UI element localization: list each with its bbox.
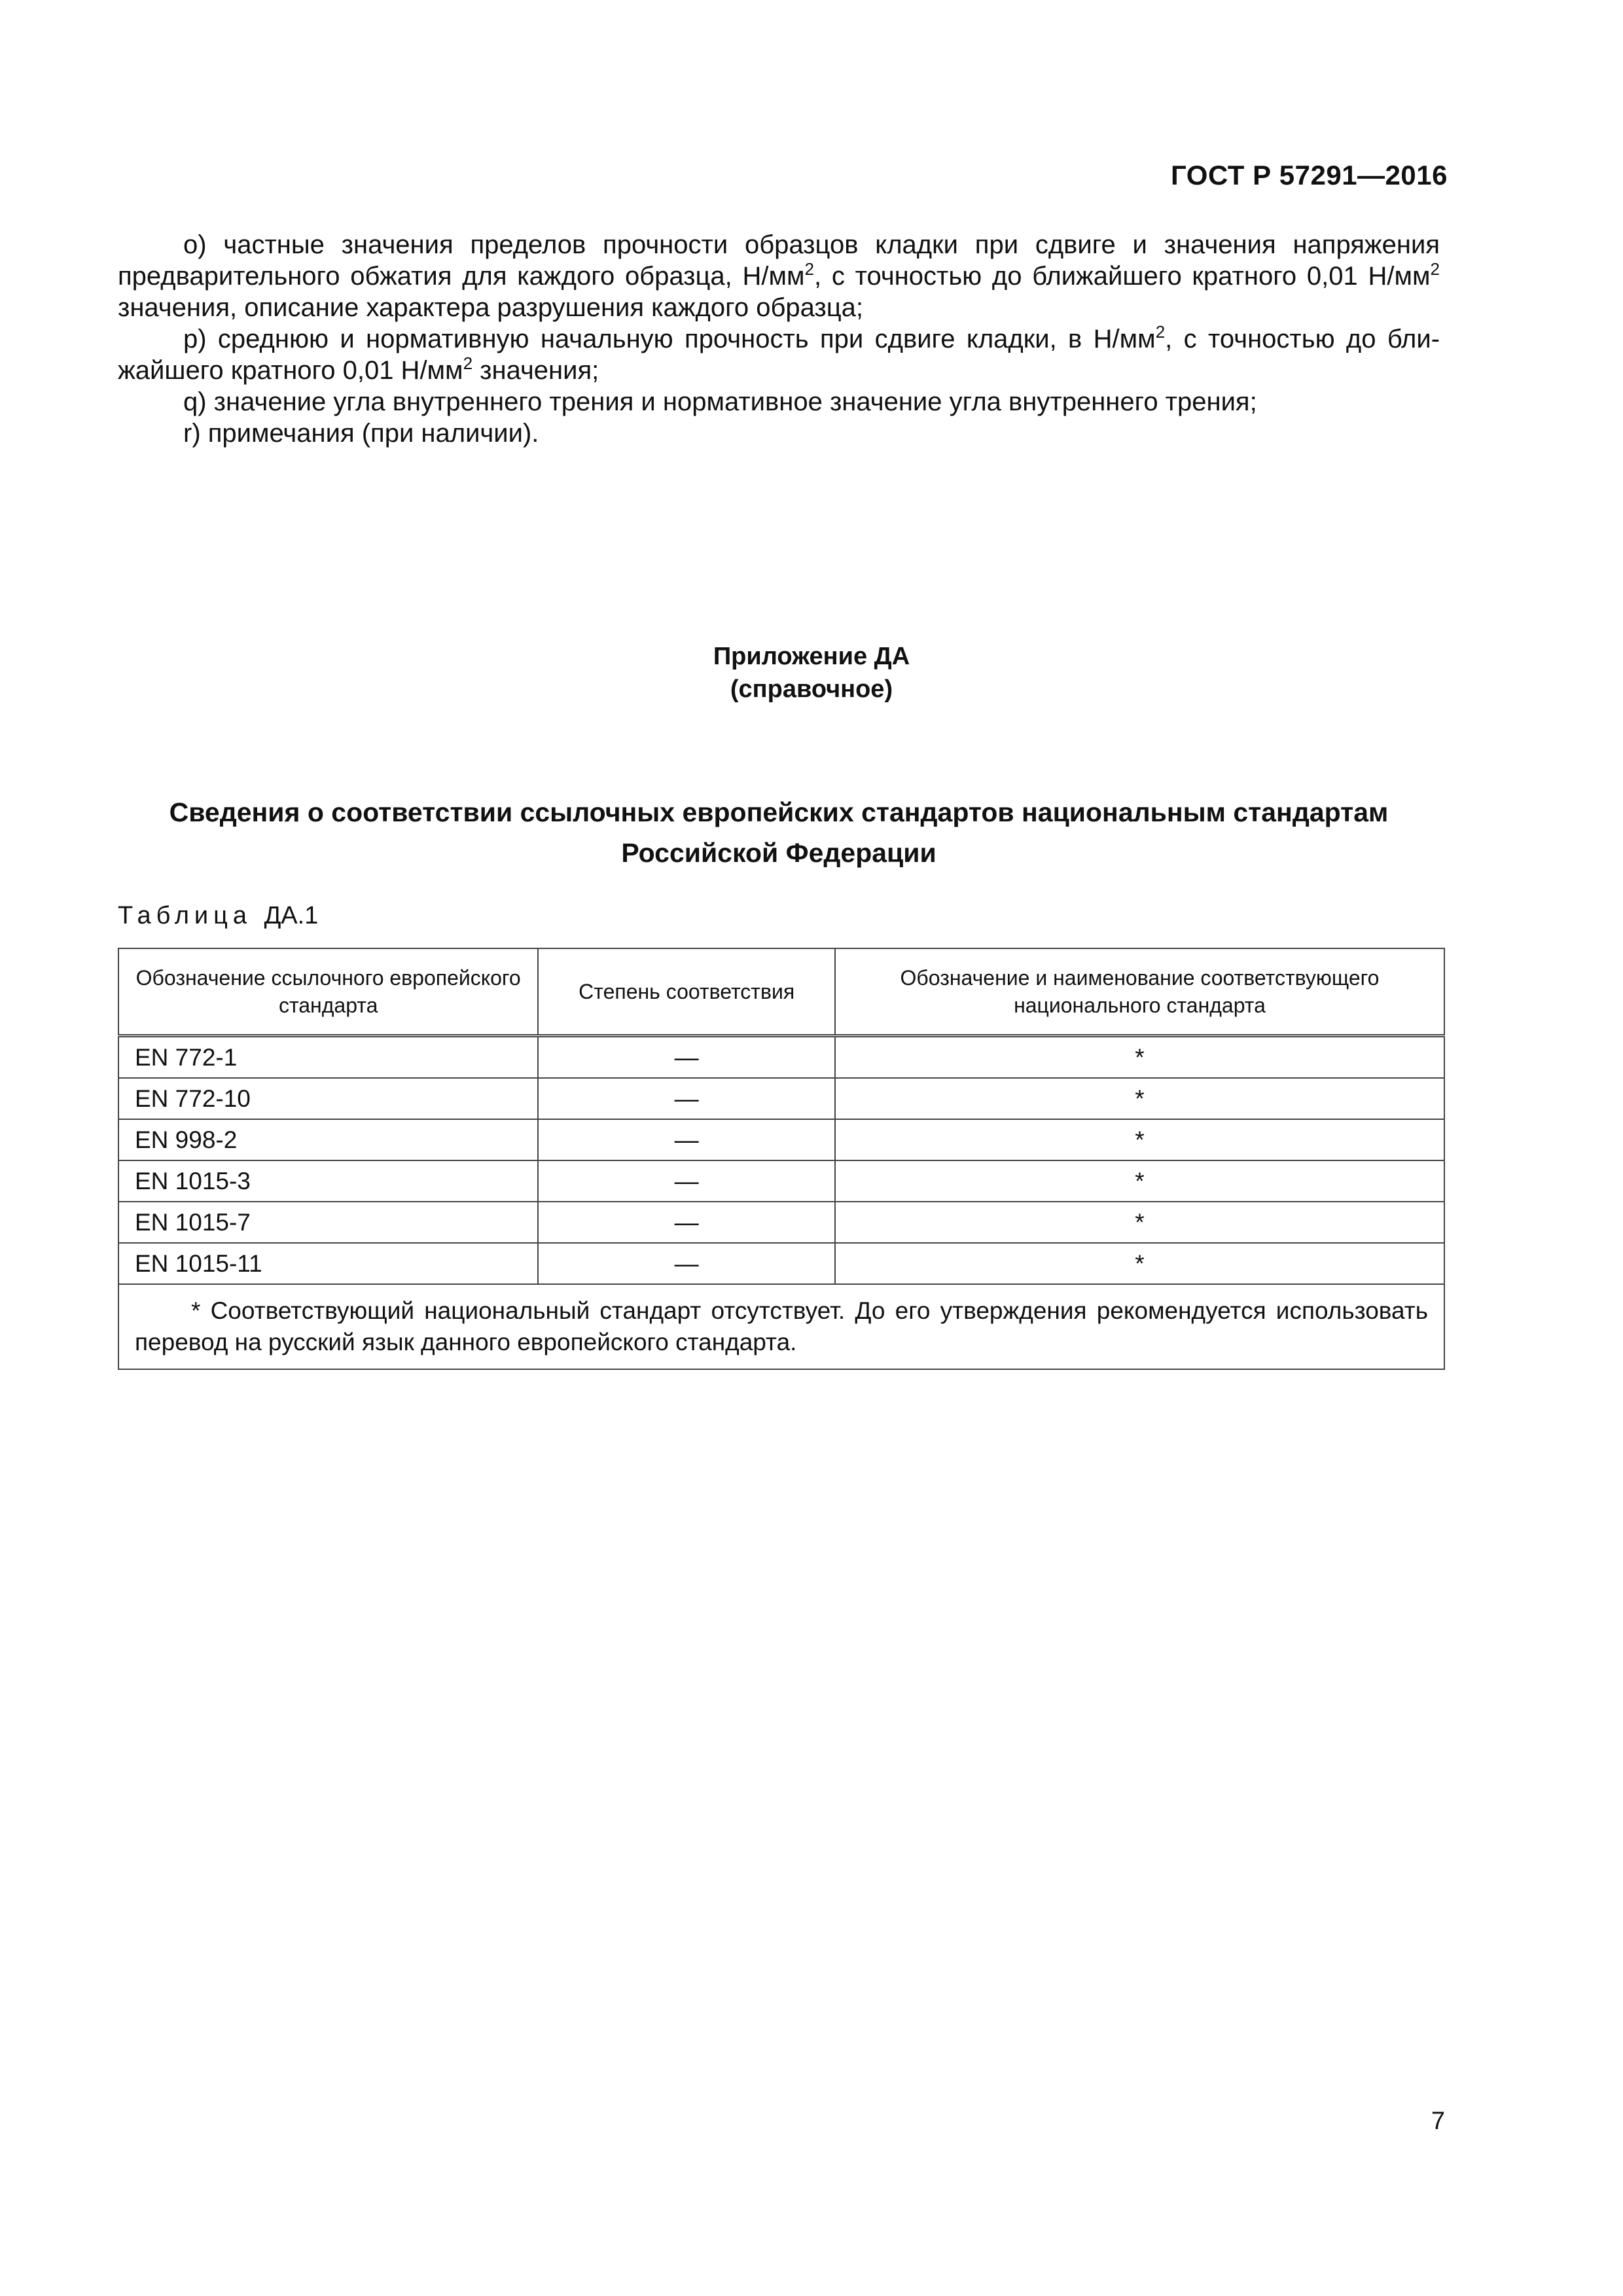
cell-degree: — xyxy=(538,1243,835,1284)
list-item-p xyxy=(118,323,1440,386)
superscript: 2 xyxy=(1430,259,1440,279)
header-national-standard: Обозначение и наименование соответствующего национального стандарта xyxy=(835,948,1444,1036)
table-header-row xyxy=(118,948,1444,1036)
table-label-number: ДА.1 xyxy=(264,902,319,929)
cell-degree: — xyxy=(538,1202,835,1243)
cell-national: * xyxy=(835,1160,1444,1202)
appendix-subtitle: (справочное) xyxy=(730,675,893,703)
cell-standard: EN 772-10 xyxy=(118,1078,538,1119)
list-item-r: r) примечания (при наличии). xyxy=(183,419,539,448)
table-row xyxy=(118,1078,1444,1119)
list-item-o-part3: значения, описание характера разрушения каждого образца; xyxy=(118,293,864,322)
table-row xyxy=(118,1119,1444,1160)
list-item-p-part2: , с точностью до ближайшего кратного 0,01 Н/мм xyxy=(118,325,1440,385)
cell-standard: EN 998-2 xyxy=(118,1119,538,1160)
table-label-word: Таблица xyxy=(118,902,252,929)
table-row xyxy=(118,1243,1444,1284)
cell-national: * xyxy=(835,1078,1444,1119)
list-item-o xyxy=(118,229,1440,323)
list-item-p-part3: значения; xyxy=(473,356,599,385)
section-title-line1: Сведения о соответствии ссылочных европейских стандартов национальным стандартам xyxy=(169,797,1389,827)
cell-national: * xyxy=(835,1036,1444,1079)
page-number: 7 xyxy=(1431,2108,1445,2135)
cell-national: * xyxy=(835,1202,1444,1243)
cell-degree: — xyxy=(538,1078,835,1119)
table-row xyxy=(118,1160,1444,1202)
correspondence-table xyxy=(118,948,1445,1370)
header-european-standard: Обозначение ссылочного европейского стандарта xyxy=(118,948,538,1036)
appendix-title: Приложение ДА xyxy=(713,643,910,670)
list-item-p-part1: р) среднюю и нормативную начальную прочность при сдвиге кладки, в Н/мм xyxy=(183,325,1156,353)
table-row xyxy=(118,1036,1444,1079)
document-code: ГОСТ Р 57291—2016 xyxy=(1171,160,1448,190)
superscript: 2 xyxy=(1155,322,1166,342)
section-title-line2: Российской Федерации xyxy=(621,838,936,868)
superscript: 2 xyxy=(463,353,473,373)
header-degree: Степень соответствия xyxy=(538,948,835,1036)
cell-national: * xyxy=(835,1119,1444,1160)
cell-standard: EN 1015-3 xyxy=(118,1160,538,1202)
cell-degree: — xyxy=(538,1036,835,1079)
cell-degree: — xyxy=(538,1160,835,1202)
cell-standard: EN 1015-7 xyxy=(118,1202,538,1243)
table-label xyxy=(118,902,318,930)
list-item-o-part1: о) частные значения пределов прочности образцов кладки при сдвиге и значения напряжения предварительного обжатия для каждого образца, Н/мм xyxy=(118,230,1440,291)
table-row xyxy=(118,1202,1444,1243)
table-footnote: * Соответствующий национальный стандарт отсутствует. До его утверждения рекомендуется использовать перевод на русский язык данного европейского стандарта. xyxy=(118,1284,1444,1369)
cell-standard: EN 772-1 xyxy=(118,1036,538,1079)
table-footnote-row xyxy=(118,1284,1444,1369)
cell-degree: — xyxy=(538,1119,835,1160)
cell-standard: EN 1015-11 xyxy=(118,1243,538,1284)
cell-national: * xyxy=(835,1243,1444,1284)
superscript: 2 xyxy=(804,259,814,279)
list-item-o-part2: , с точностью до ближайшего кратного 0,01 Н/мм xyxy=(813,262,1431,291)
appendix-heading xyxy=(0,640,1623,706)
section-title xyxy=(118,792,1440,873)
body-text xyxy=(118,229,1440,449)
list-item-q: q) значение угла внутреннего трения и нормативное значение угла внутреннего трения; xyxy=(183,387,1257,416)
